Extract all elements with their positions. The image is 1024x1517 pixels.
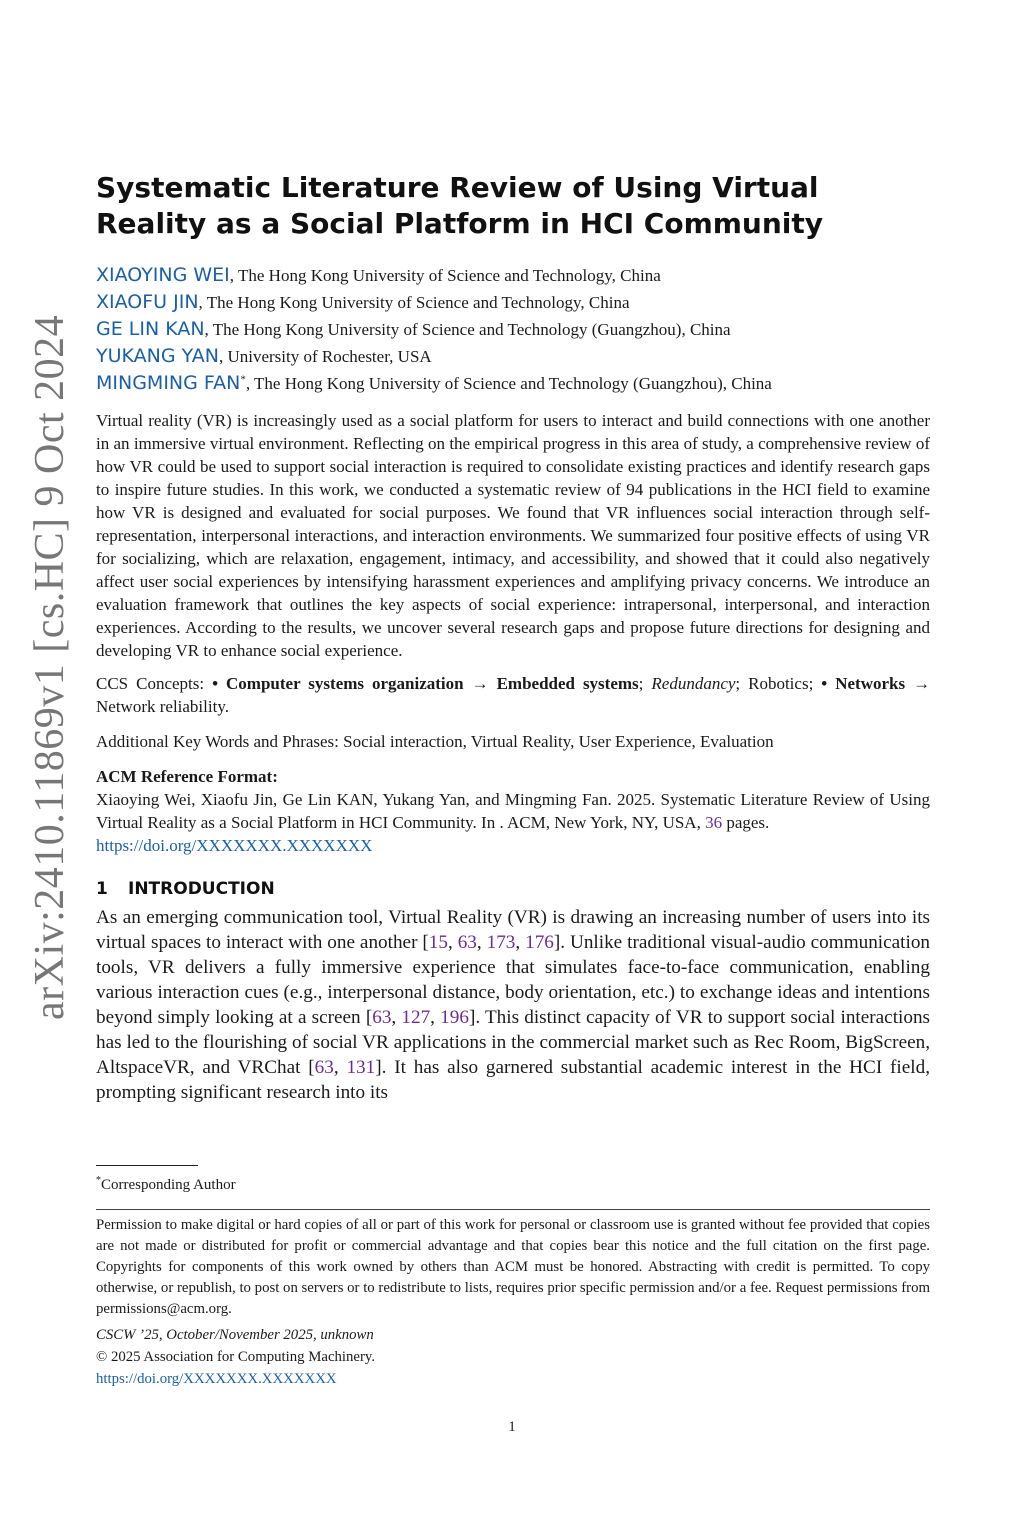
citation-link[interactable]: 63 [314,1057,334,1078]
ccs-bullet: • [212,674,219,693]
acm-reference [96,788,930,857]
ccs-separator: ; Robotics; [735,674,814,693]
footnote-marker: * [96,1175,101,1186]
ccs-arrow: → [471,674,489,693]
author-name: GE LIN KAN [96,318,205,340]
ccs-label: CCS Concepts: [96,674,205,693]
acm-reference-heading: ACM Reference Format: [96,767,278,786]
page-count-link[interactable]: 36 [705,813,723,832]
author-affiliation: The Hong Kong University of Science and Technology (Guangzhou), China [254,374,772,393]
section-title: INTRODUCTION [128,879,275,899]
author-entry: XIAOFU JIN, The Hong Kong University of Science and Technology, China [96,291,630,313]
footnote-divider [96,1165,198,1166]
author-affiliation: The Hong Kong University of Science and Technology (Guangzhou), China [212,320,731,339]
citation-link[interactable]: 127 [401,1007,431,1028]
citation-link[interactable]: 131 [346,1057,376,1078]
author-name: MINGMING FAN [96,372,241,394]
author-name: YUKANG YAN [96,345,219,367]
intro-text: As an emerging communication tool, Virtual Reality (VR) is drawing an increasing number of users into its virtual spaces to interact with one another [ [96,907,930,953]
author-entry: MINGMING FAN*, The Hong Kong University of Science and Technology (Guangzhou), China [96,372,772,394]
section-heading [96,877,930,901]
abstract: Virtual reality (VR) is increasingly used as a social platform for users to interact and build connections with one another in an immersive virtual environment. Reflecting on the empirical progress in this area of study, a comprehensive review of how VR could be used to support social interaction is required to consolidate existing practices and identify research gaps to inspire future studies. In this work, we conducted a systematic review of 94 publications in the HCI field to examine how VR is designed and evaluated for social purposes. We found that VR influences social interaction through self-representation, interpersonal interactions, and interaction environments. We summarized four positive effects of using VR for socializing, which are relaxation, engagement, intimacy, and accessibility, and showed that it could also negatively affect user social experiences by intensifying harassment experiences and amplifying privacy concerns. We introduce an evaluation framework that outlines the key aspects of social experience: intrapersonal, interpersonal, and interaction experiences. According to the results, we uncover several research gaps and propose future directions for designing and developing VR to enhance social experience. [96,411,930,660]
citation-link[interactable]: 63 [457,932,477,953]
keywords: Additional Key Words and Phrases: Social interaction, Virtual Reality, User Experience, Evaluation [96,732,774,751]
author-name: XIAOFU JIN [96,291,199,313]
footnote-text: Corresponding Author [101,1177,236,1193]
conference-info: CSCW ’25, October/November 2025, unknown [96,1327,374,1343]
introduction-paragraph: As an emerging communication tool, Virtual Reality (VR) is drawing an increasing number of users into its virtual spaces to interact with one another [15, 63, 173, 176]. Unlike traditional visual-audio communication tools, VR delivers a fully immersive experience that simulates face-to-face communication, enabling various interaction cues (e.g., interpersonal distance, body orientation, etc.) to exchange ideas and intentions beyond simply looking at a screen [63, 127, 196]. This distinct capacity of VR to support social interactions has led to the flourishing of social VR applications in the commercial market such as Rec Room, BigScreen, AltspaceVR, and VRChat [63, 131]. It has also garnered substantial academic interest in the HCI field, prompting significant research into its [96,907,931,1103]
ccs-term: Networks [835,674,906,693]
author-entry: GE LIN KAN, The Hong Kong University of Science and Technology (Guangzhou), China [96,318,731,340]
citation-link[interactable]: 173 [486,932,516,953]
ccs-term: Redundancy [651,674,736,693]
doi-link[interactable]: https://doi.org/XXXXXXX.XXXXXXX [96,836,373,855]
ccs-term: Network reliability. [96,697,229,716]
arxiv-identifier [22,310,78,1020]
author-name: XIAOYING WEI [96,264,230,286]
copyright-notice: © 2025 Association for Computing Machinery. [96,1349,376,1365]
ccs-separator: ; [638,674,644,693]
page-count-suffix: pages. [726,813,770,832]
acm-reference-text: Xiaoying Wei, Xiaofu Jin, Ge Lin KAN, Yukang Yan, and Mingming Fan. 2025. Systematic Literature Review of Using Virtual Reality as a Social Platform in HCI Community. In . ACM, New York, NY, USA, [96,790,930,832]
ccs-term: Embedded systems [496,674,639,693]
intro-text: ]. It has also garnered substantial academic interest in the HCI field, prompting significant research into its [96,1057,930,1103]
permission-notice: Permission to make digital or hard copies of all or part of this work for personal or classroom use is granted without fee provided that copies are not made or distributed for profit or commercial advantage and that copies bear this notice and the full citation on the first page. Copyrights for components of this work owned by others than ACM must be honored. Abstracting with credit is permitted. To copy otherwise, or republish, to post on servers or to redistribute to lists, requires prior specific permission and/or a fee. Request permissions from permissions@acm.org. [96,1217,930,1317]
intro-text: ]. This distinct capacity of VR to support social interactions has led to the flourishing of social VR applications in the commercial market such as Rec Room, BigScreen, AltspaceVR, and VRChat [ [96,1007,931,1078]
ccs-concepts [96,672,930,718]
page-number: 1 [508,1419,516,1435]
ccs-arrow: → [913,674,931,693]
paper-front-matter [96,170,930,1105]
permission-block [96,1215,930,1390]
footnote [96,1171,236,1195]
intro-text: ]. Unlike traditional visual-audio communication tools, VR delivers a fully immersive experience that simulates face-to-face communication, enabling various interaction cues (e.g., interpersonal distance, body orientation, etc.) to exchange ideas and intentions beyond simply looking at a screen [ [96,932,931,1028]
citation-link[interactable]: 176 [525,932,554,953]
permission-divider [96,1209,930,1210]
permission-doi-link[interactable]: https://doi.org/XXXXXXX.XXXXXXX [96,1371,337,1387]
ccs-term: Computer systems organization [226,674,464,693]
arxiv-identifier-text: arXiv:2410.11869v1 [cs.HC] 9 Oct 2024 [27,314,73,1020]
author-list [96,262,930,397]
author-affiliation: The Hong Kong University of Science and Technology, China [237,266,661,285]
author-entry: XIAOYING WEI, The Hong Kong University of Science and Technology, China [96,264,661,286]
paper-title: Systematic Literature Review of Using Virtual Reality as a Social Platform in HCI Community [96,171,824,240]
author-affiliation: University of Rochester, USA [227,347,432,366]
citation-link[interactable]: 196 [440,1007,469,1028]
citation-link[interactable]: 15 [428,932,448,953]
corresponding-author-marker[interactable]: * [240,373,246,386]
section-number: 1 [96,879,108,899]
author-affiliation: The Hong Kong University of Science and Technology, China [206,293,630,312]
citation-link[interactable]: 63 [372,1007,392,1028]
ccs-bullet: • [821,674,828,693]
author-entry: YUKANG YAN, University of Rochester, USA [96,345,432,367]
